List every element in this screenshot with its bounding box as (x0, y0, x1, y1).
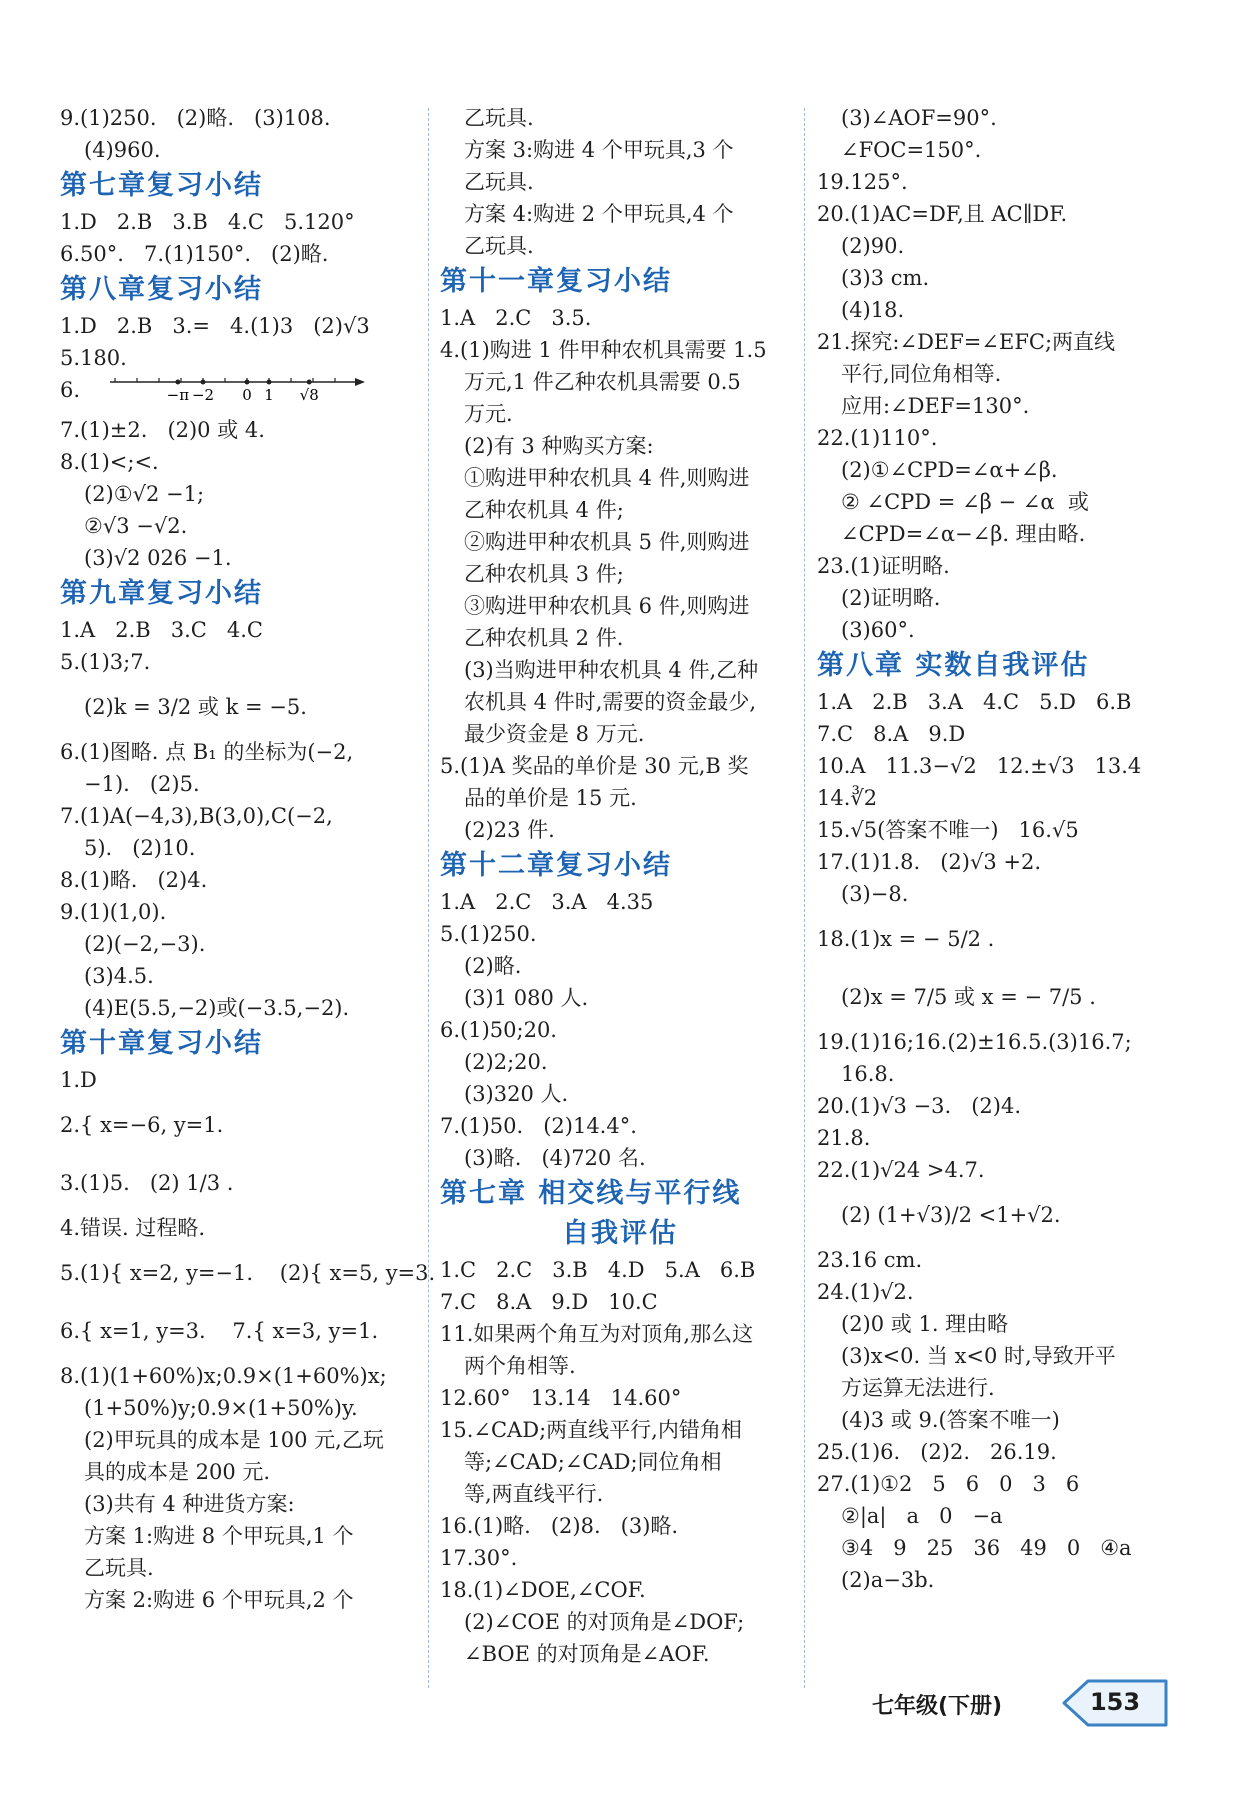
answer-line: 17.30°. (440, 1546, 518, 1570)
answer-line: 5.(1)A 奖品的单价是 30 元,B 奖 (440, 754, 749, 778)
answer-line: 万元. (464, 402, 513, 426)
answer-line: 5.(1)3;7. (60, 650, 151, 674)
answer-line: 22.(1)√24 >4.7. (817, 1158, 985, 1182)
section-heading: 自我评估 (562, 1218, 678, 1249)
answer-line: (4)18. (841, 298, 905, 322)
answer-line: 1.A 2.B 3.A 4.C 5.D 6.B (817, 690, 1132, 714)
number-line-label: 0 (242, 386, 252, 404)
answer-line: 平行,同位角相等. (841, 362, 1002, 386)
answer-line: (1+50%)y;0.9×(1+50%)y. (84, 1396, 358, 1420)
answer-line: 20.(1)√3 −3. (2)4. (817, 1094, 1022, 1118)
column-divider (428, 108, 429, 1688)
answer-line: 7.C 8.A 9.D (817, 722, 966, 746)
number-line-label: √8 (299, 386, 319, 404)
answer-line: 8.(1)(1+60%)x;0.9×(1+60%)x; (60, 1364, 387, 1388)
answer-line: 1.D 2.B 3.B 4.C 5.120° (60, 210, 355, 234)
answer-line: 16.(1)略. (2)8. (3)略. (440, 1514, 679, 1538)
answer-line: (4)E(5.5,−2)或(−3.5,−2). (84, 996, 350, 1020)
answer-line: (3)当购进甲种农机具 4 件,乙种 (464, 658, 759, 682)
answer-line: 12.60° 13.14 14.60° (440, 1386, 682, 1410)
section-heading: 第七章复习小结 (60, 170, 263, 201)
answer-line: 4.(1)购进 1 件甲种农机具需要 1.5 (440, 338, 767, 362)
answer-line: 22.(1)110°. (817, 426, 938, 450)
answer-line: 11.如果两个角互为对顶角,那么这 (440, 1322, 754, 1346)
answer-line: 6.(1)图略. 点 B₁ 的坐标为(−2, (60, 740, 354, 764)
answer-line: 7.(1)±2. (2)0 或 4. (60, 418, 265, 442)
answer-line: 5.(1){ x=2, y=−1. (2){ x=5, y=3. (60, 1261, 436, 1285)
answer-line: (2)甲玩具的成本是 100 元,乙玩 (84, 1428, 384, 1452)
answer-line: 27.(1)①2 5 6 0 3 6 (817, 1472, 1080, 1496)
answer-column-3 (817, 102, 1217, 1596)
answer-line: (3)x<0. 当 x<0 时,导致开平 (841, 1344, 1116, 1368)
answer-line: 21.探究:∠DEF=∠EFC;两直线 (817, 330, 1116, 354)
answer-line: 6. −π −2 0 1 √8 (60, 374, 420, 414)
answer-line: 农机具 4 件时,需要的资金最少, (464, 690, 757, 714)
answer-line: (2)略. (464, 954, 522, 978)
answer-line: 7.(1)50. (2)14.4°. (440, 1114, 637, 1138)
answer-line: 14.∛2 (817, 786, 878, 810)
number-line-label: −π (166, 386, 190, 404)
answer-line: (3)320 人. (464, 1082, 569, 1106)
number-line-arrow (355, 378, 365, 386)
answer-line: 1.A 2.C 3.5. (440, 306, 592, 330)
answer-line: −1). (2)5. (84, 772, 200, 796)
column-divider (804, 108, 805, 1688)
answer-column-2 (440, 102, 800, 1670)
section-heading: 第八章复习小结 (60, 274, 263, 305)
section-heading: 第十章复习小结 (60, 1028, 263, 1059)
answer-line: (2)x = 7/5 或 x = − 7/5 . (841, 985, 1096, 1009)
answer-line: 乙玩具. (464, 170, 534, 194)
answer-line: ①购进甲种农机具 4 件,则购进 (464, 466, 750, 490)
answer-line: 4.错误. 过程略. (60, 1216, 206, 1240)
answer-line: 10.A 11.3−√2 12.±√3 13.4 (817, 754, 1142, 778)
answer-line: (2)2;20. (464, 1050, 548, 1074)
answer-line: 8.(1)略. (2)4. (60, 868, 208, 892)
answer-line: ②购进甲种农机具 5 件,则购进 (464, 530, 750, 554)
answer-line: (2)∠COE 的对顶角是∠DOF; (464, 1610, 745, 1634)
answer-line: 2.{ x=−6, y=1. (60, 1113, 224, 1137)
answer-line: (3)1 080 人. (464, 986, 589, 1010)
answer-line: 乙玩具. (464, 106, 534, 130)
number-line (110, 364, 370, 404)
answer-line: 23.16 cm. (817, 1248, 923, 1272)
answer-line: 乙种农机具 2 件. (464, 626, 624, 650)
number-line-point (267, 380, 272, 385)
answer-line: ∠BOE 的对顶角是∠AOF. (464, 1642, 710, 1666)
answer-line: (2)0 或 1. 理由略 (841, 1312, 1009, 1336)
answer-line: 等,两直线平行. (464, 1482, 604, 1506)
grade-label: 七年级(下册) (872, 1694, 1003, 1719)
answer-line: ② ∠CPD = ∠β − ∠α 或 (841, 490, 1089, 514)
answer-line: 1.C 2.C 3.B 4.D 5.A 6.B (440, 1258, 756, 1282)
answer-line: 20.(1)AC=DF,且 AC∥DF. (817, 202, 1068, 226)
answer-line: 8.(1)<;<. (60, 450, 159, 474)
answer-line: 方案 2:购进 6 个甲玩具,2 个 (84, 1588, 354, 1612)
number-line-point (307, 380, 312, 385)
answer-line: 6.{ x=1, y=3. 7.{ x=3, y=1. (60, 1319, 379, 1343)
answer-line: 等;∠CAD;∠CAD;同位角相 (464, 1450, 722, 1474)
answer-line: 15.√5(答案不唯一) 16.√5 (817, 818, 1079, 842)
page-number: 153 (1089, 1688, 1141, 1716)
answer-line: ③4 9 25 36 49 0 ④a (841, 1536, 1132, 1560)
answer-line: 18.(1)∠DOE,∠COF. (440, 1578, 646, 1602)
answer-line: (2)23 件. (464, 818, 555, 842)
answer-line: 方案 4:购进 2 个甲玩具,4 个 (464, 202, 734, 226)
answer-line: ∠CPD=∠α−∠β. 理由略. (841, 522, 1086, 546)
answer-line: 7.(1)A(−4,3),B(3,0),C(−2, (60, 804, 333, 828)
answer-line: (3)3 cm. (841, 266, 930, 290)
answer-line: 19.(1)16;16.(2)±16.5.(3)16.7; (817, 1030, 1132, 1054)
answer-line: ∠FOC=150°. (841, 138, 982, 162)
answer-line: 7.C 8.A 9.D 10.C (440, 1290, 658, 1314)
answer-line: 16.8. (841, 1062, 895, 1086)
answer-line: 乙种农机具 4 件; (464, 498, 624, 522)
answer-line: (3)共有 4 种进货方案: (84, 1492, 295, 1516)
answer-line: 18.(1)x = − 5/2 . (817, 927, 995, 951)
answer-line: ③购进甲种农机具 6 件,则购进 (464, 594, 750, 618)
section-heading: 第十一章复习小结 (440, 266, 672, 297)
answer-line: 1.D 2.B 3.= 4.(1)3 (2)√3 (60, 314, 370, 338)
answer-line: 9.(1)250. (2)略. (3)108. (60, 106, 331, 130)
number-line-label: 1 (264, 386, 274, 404)
answer-line: 乙玩具. (464, 234, 534, 258)
answer-line: 24.(1)√2. (817, 1280, 914, 1304)
answer-line: (2)a−3b. (841, 1568, 935, 1592)
answer-line: (2)90. (841, 234, 905, 258)
answer-line: (3)略. (4)720 名. (464, 1146, 646, 1170)
answer-line: 应用:∠DEF=130°. (841, 394, 1030, 418)
answer-line: 1.D (60, 1068, 97, 1092)
answer-line: (4)960. (84, 138, 161, 162)
answer-line: 19.125°. (817, 170, 908, 194)
answer-line: 3.(1)5. (2) 1/3 . (60, 1171, 234, 1195)
answer-line: 最少资金是 8 万元. (464, 722, 645, 746)
answer-line: 万元,1 件乙种农机具需要 0.5 (464, 370, 741, 394)
answer-line: 6.(1)50;20. (440, 1018, 557, 1042)
answer-line: (2)有 3 种购买方案: (464, 434, 654, 458)
answer-line: 品的单价是 15 元. (464, 786, 637, 810)
answer-line: 17.(1)1.8. (2)√3 +2. (817, 850, 1042, 874)
answer-line: 21.8. (817, 1126, 871, 1150)
answer-line: (2)证明略. (841, 586, 941, 610)
answer-line: 25.(1)6. (2)2. 26.19. (817, 1440, 1057, 1464)
answer-line: (2) (1+√3)/2 <1+√2. (841, 1203, 1061, 1227)
answer-line: 6.50°. 7.(1)150°. (2)略. (60, 242, 329, 266)
answer-line: 15.∠CAD;两直线平行,内错角相 (440, 1418, 742, 1442)
number-line-point (175, 380, 180, 385)
answer-line: 方案 3:购进 4 个甲玩具,3 个 (464, 138, 734, 162)
answer-line: 9.(1)(1,0). (60, 900, 167, 924)
answer-line: 5). (2)10. (84, 836, 196, 860)
answer-line: 5.180. (60, 346, 127, 370)
answer-line: 23.(1)证明略. (817, 554, 950, 578)
answer-line: (3)∠AOF=90°. (841, 106, 997, 130)
answer-line: (3)4.5. (84, 964, 154, 988)
answer-line: (3)−8. (841, 882, 909, 906)
answer-line: 乙种农机具 3 件; (464, 562, 624, 586)
answer-line: ②|a| a 0 −a (841, 1504, 1003, 1528)
answer-line: 1.A 2.C 3.A 4.35 (440, 890, 654, 914)
answer-line: 方案 1:购进 8 个甲玩具,1 个 (84, 1524, 354, 1548)
number-line-label: −2 (191, 386, 215, 404)
answer-line: 两个角相等. (464, 1354, 576, 1378)
number-line-point (245, 380, 250, 385)
answer-line: 具的成本是 200 元. (84, 1460, 271, 1484)
answer-line: 方运算无法进行. (841, 1376, 995, 1400)
answer-line: 1.A 2.B 3.C 4.C (60, 618, 263, 642)
section-heading: 第十二章复习小结 (440, 850, 672, 881)
answer-line: (2)(−2,−3). (84, 932, 206, 956)
answer-line: (2)①√2 −1; (84, 482, 205, 506)
answer-line: (3)√2 026 −1. (84, 546, 232, 570)
answer-line: (2)k = 3/2 或 k = −5. (84, 695, 307, 719)
number-line-point (201, 380, 206, 385)
section-heading: 第九章复习小结 (60, 578, 263, 609)
answer-line: 乙玩具. (84, 1556, 154, 1580)
answer-line: (2)①∠CPD=∠α+∠β. (841, 458, 1058, 482)
section-heading: 第八章 实数自我评估 (817, 650, 1090, 681)
answer-column-1 (60, 102, 436, 1616)
section-heading: 第七章 相交线与平行线 (440, 1178, 742, 1209)
answer-line: (3)60°. (841, 618, 915, 642)
answer-line: ②√3 −√2. (84, 514, 188, 538)
answer-line: 5.(1)250. (440, 922, 537, 946)
answer-line: (4)3 或 9.(答案不唯一) (841, 1408, 1060, 1432)
